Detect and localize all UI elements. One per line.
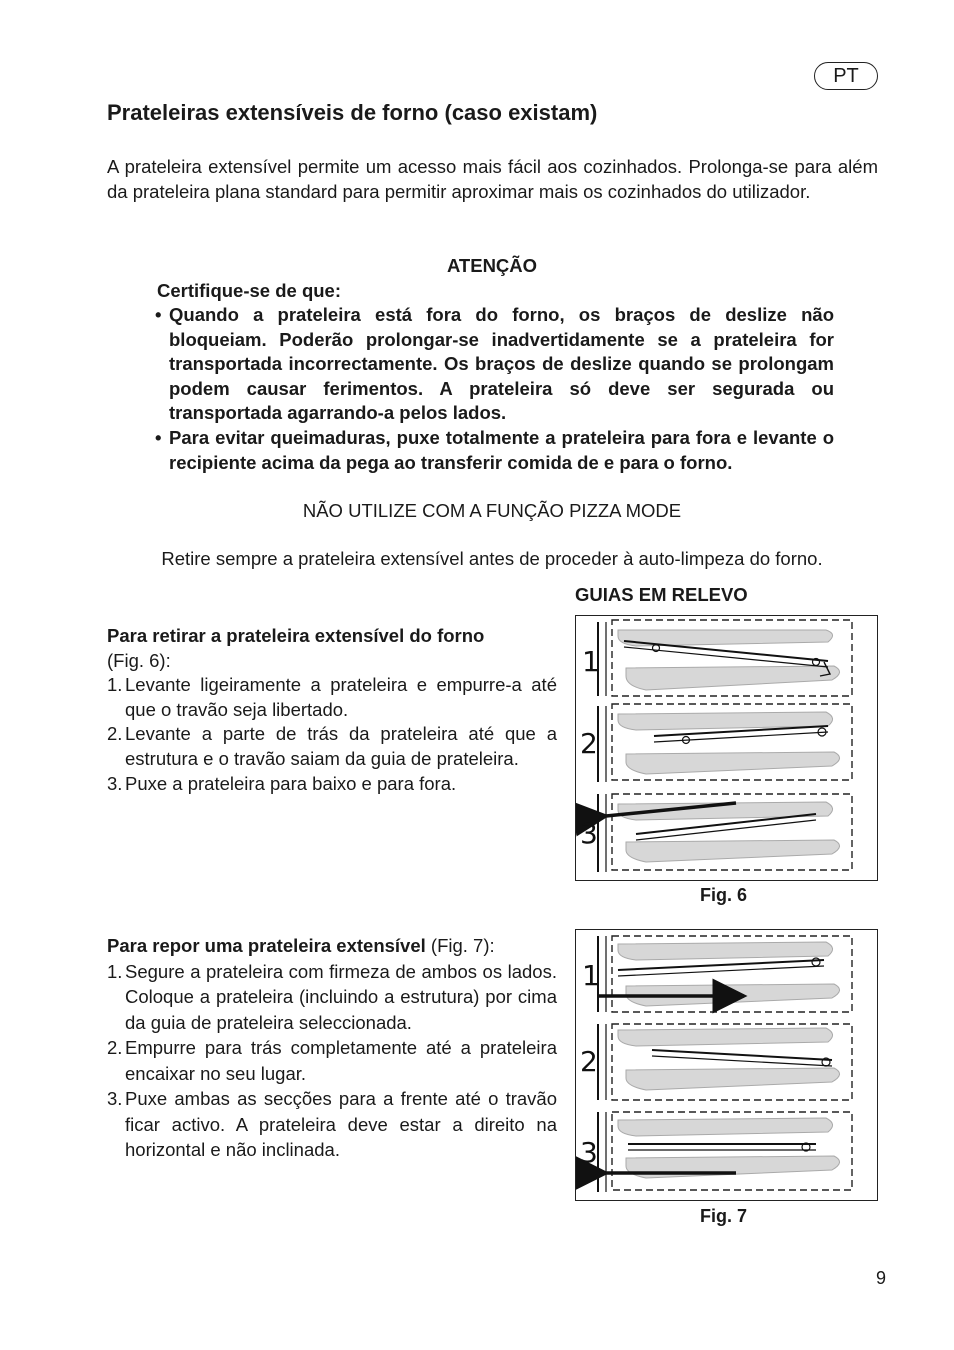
remove-steps [107, 673, 557, 796]
warning-bullet: • Quando a prateleira está fora do forno, os braços de deslize não bloqueiam. Poderão prolongar-se inadvertidamente se a prateleira for transportada incorrectamente. Os braços de deslize quando se prolongam podem causar ferimentos. A prateleira só deve ser segurada ou transportada agarrando-a pelos lados. [155, 303, 834, 426]
fig7-panel-2 [598, 1024, 852, 1100]
fig6-panel-2 [598, 704, 852, 782]
replace-ref: (Fig. 7): [430, 935, 495, 956]
step-number: 2. [107, 723, 123, 745]
replace-steps [107, 959, 557, 1163]
guides-label: GUIAS EM RELEVO [575, 584, 748, 605]
step-number: 1. [107, 674, 123, 696]
step-text: Levante a parte de trás da prateleira até que a estrutura e o travão saiam da guia de prateleira. [125, 723, 557, 769]
list-item [107, 772, 557, 797]
step-text: Puxe a prateleira para baixo e para fora. [125, 772, 457, 794]
intro-paragraph: A prateleira extensível permite um acesso mais fácil aos cozinhados. Prolonga-se para além da prateleira plana standard para permitir aproximar mais os cozinhados do utilizador. [107, 156, 878, 202]
step-text: Puxe ambas as secções para a frente até o travão ficar activo. A prateleira deve estar a direito na horizontal e não inclinada. [125, 1088, 557, 1160]
step-number: 3. [107, 772, 123, 794]
page-number: 9 [876, 1268, 887, 1288]
replace-section [107, 933, 557, 1163]
replace-title: Para repor uma prateleira extensível [107, 935, 426, 956]
step-number: 2. [107, 1037, 123, 1058]
fig6-panel-3 [598, 794, 852, 872]
list-item [107, 959, 557, 1036]
step-text: Empurre para trás completamente até a prateleira encaixar no seu lugar. [125, 1037, 557, 1084]
list-item [107, 1035, 557, 1086]
fig6-panel-1 [598, 620, 852, 696]
step-text: Segure a prateleira com firmeza de ambos os lados. Coloque a prateleira (incluindo a estrutura) por cima da guia de prateleira seleccionada. [125, 960, 557, 1033]
list-item [107, 673, 557, 722]
figure-7-drawing [576, 930, 877, 1200]
fig7-panel-3 [598, 1112, 852, 1192]
warning-lead: Certifique-se de que: [157, 280, 341, 301]
fig6-label-2: 2 [580, 727, 598, 760]
step-number: 3. [107, 1088, 123, 1109]
fig6-label-3: 3 [580, 817, 598, 850]
fig6-label-1: 1 [582, 645, 600, 678]
warning-bullet: • Para evitar queimaduras, puxe totalmente a prateleira para fora e levante o recipiente acima da pega ao transferir comida de e para o forno. [155, 426, 834, 475]
figure-6-caption: Fig. 6 [700, 885, 748, 905]
list-item [107, 722, 557, 771]
figure-6 [575, 615, 878, 881]
self-clean-note: Retire sempre a prateleira extensível antes de proceder à auto-limpeza do forno. [161, 548, 823, 569]
figure-7 [575, 929, 878, 1201]
fig7-label-3: 3 [580, 1136, 598, 1169]
fig7-label-1: 1 [582, 959, 600, 992]
step-number: 1. [107, 960, 123, 982]
page-title: Prateleiras extensíveis de forno (caso existam) [107, 100, 598, 125]
pizza-mode-note: NÃO UTILIZE COM A FUNÇÃO PIZZA MODE [302, 500, 682, 521]
figure-7-caption: Fig. 7 [700, 1206, 748, 1226]
warning-title: ATENÇÃO [446, 255, 538, 276]
remove-ref: (Fig. 6): [107, 649, 171, 671]
remove-title: Para retirar a prateleira extensível do forno [107, 625, 485, 646]
list-item [107, 1086, 557, 1163]
fig7-panel-1 [598, 936, 852, 1012]
step-text: Levante ligeiramente a prateleira e empurre-a até que o travão seja libertado. [125, 674, 557, 720]
warning-list [155, 303, 834, 475]
language-badge: PT [814, 62, 878, 90]
figure-6-drawing [576, 616, 877, 880]
fig7-label-2: 2 [580, 1045, 598, 1078]
remove-section [107, 624, 557, 796]
